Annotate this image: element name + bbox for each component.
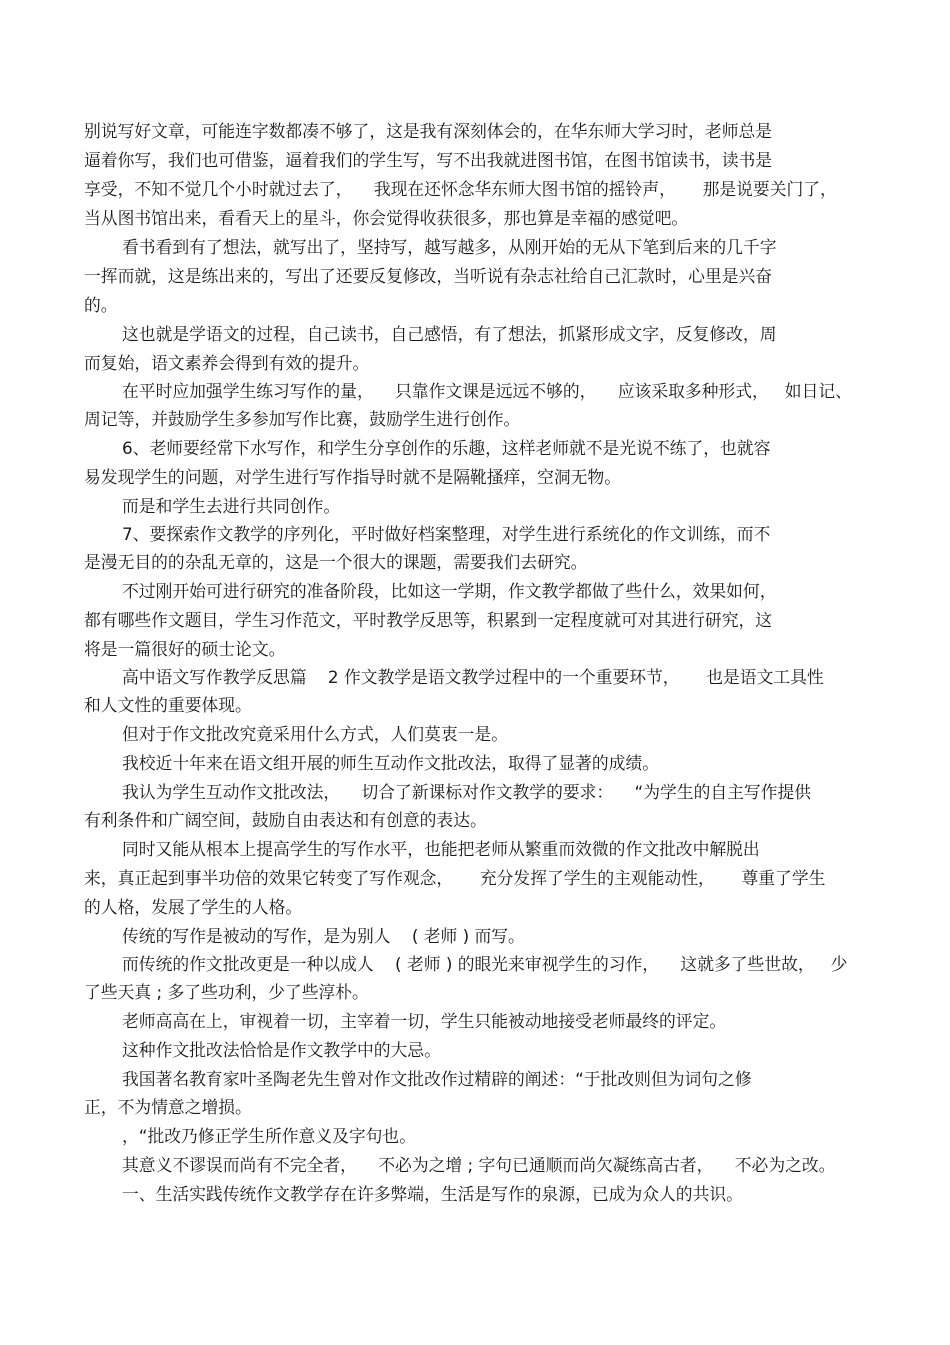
text-line: 和人文性的重要体现。 (84, 695, 252, 715)
text-line: 我认为学生互动作文批改法， 切合了新课标对作文教学的要求： “为学生的自主写作提供 (122, 782, 812, 802)
text-line: 我校近十年来在语文组开展的师生互动作文批改法，取得了显著的成绩。 (122, 753, 660, 773)
text-line: 易发现学生的问题，对学生进行写作指导时就不是隔靴搔痒，空洞无物。 (84, 467, 622, 487)
text-line: 享受，不知不觉几个小时就过去了， 我现在还怀念华东师大图书馆的摇铃声， 那是说要关门了， (84, 179, 837, 199)
text-line: 我国著名教育家叶圣陶老先生曾对作文批改作过精辟的阐述：“于批改则但为词句之修 (122, 1069, 752, 1089)
text-line: 而复始，语文素养会得到有效的提升。 (84, 353, 370, 373)
text-line: 但对于作文批改究竟采用什么方式，人们莫衷一是。 (122, 724, 508, 744)
text-line: 同时又能从根本上提高学生的写作水平，也能把老师从繁重而效微的作文批改中解脱出 (122, 839, 760, 859)
text-line: 传统的写作是被动的写作，是为别人 ( 老师 ) 而写。 (122, 926, 525, 946)
text-line: 都有哪些作文题目，学生习作范文，平时教学反思等，积累到一定程度就可对其进行研究，这 (84, 610, 773, 630)
text-line: 逼着你写，我们也可借鉴，逼着我们的学生写，写不出我就进图书馆，在图书馆读书，读书是 (84, 150, 773, 170)
text-line: 高中语文写作教学反思篇 2 作文教学是语文教学过程中的一个重要环节， 也是语文工具性 (122, 667, 824, 687)
text-line: 这种作文批改法恰恰是作文教学中的大忌。 (122, 1040, 441, 1060)
text-line: 一、生活实践传统作文教学存在许多弊端，生活是写作的泉源，已成为众人的共识。 (122, 1184, 743, 1204)
text-line: 这也就是学语文的过程，自己读书，自己感悟，有了想法，抓紧形成文字，反复修改，周 (122, 324, 777, 344)
text-line: 别说写好文章，可能连字数都凑不够了，这是我有深刻体会的，在华东师大学习时，老师总是 (84, 121, 773, 141)
text-line: 而是和学生去进行共同创作。 (122, 496, 341, 516)
text-line: 的人格，发展了学生的人格。 (84, 897, 303, 917)
text-line: 看书看到有了想法，就写出了，坚持写，越写越多，从刚开始的无从下笔到后来的几千字 (122, 237, 777, 257)
text-line: 是漫无目的的杂乱无章的，这是一个很大的课题，需要我们去研究。 (84, 552, 588, 572)
text-line: 其意义不谬误而尚有不完全者， 不必为之增 ; 字句已通顺而尚欠凝练高古者， 不必为之改。 (122, 1155, 836, 1175)
text-line: 当从图书馆出来，看看天上的星斗，你会觉得收获很多，那也算是幸福的感觉吧。 (84, 208, 689, 228)
text-line: 有利条件和广阔空间，鼓励自由表达和有创意的表达。 (84, 810, 487, 830)
text-line: 的。 (84, 295, 118, 315)
text-line: 一挥而就，这是练出来的，写出了还要反复修改，当听说有杂志社给自己汇款时，心里是兴奋 (84, 266, 773, 286)
text-line: 不过刚开始可进行研究的准备阶段，比如这一学期，作文教学都做了些什么，效果如何， (122, 581, 777, 601)
text-line: 在平时应加强学生练习写作的量， 只靠作文课是远远不够的， 应该采取多种形式， 如日记、 (122, 381, 852, 401)
text-line: 7、要探索作文教学的序列化，平时做好档案整理，对学生进行系统化的作文训练，而不 (122, 524, 771, 544)
text-line: 周记等，并鼓励学生多参加写作比赛，鼓励学生进行创作。 (84, 409, 521, 429)
text-line: 而传统的作文批改更是一种以成人 ( 老师 ) 的眼光来审视学生的习作， 这就多了些世故， 少 (122, 954, 848, 974)
text-line: 来，真正起到事半功倍的效果它转变了写作观念， 充分发挥了学生的主观能动性， 尊重了学生 (84, 868, 826, 888)
text-line: 6、老师要经常下水写作，和学生分享创作的乐趣，这样老师就不是光说不练了，也就容 (122, 438, 771, 458)
text-line: ，“批改乃修正学生所作意义及字句也。 (122, 1126, 416, 1146)
text-line: 老师高高在上，审视着一切，主宰着一切，学生只能被动地接受老师最终的评定。 (122, 1011, 727, 1031)
text-line: 将是一篇很好的硕士论文。 (84, 639, 286, 659)
text-line: 了些天真 ; 多了些功利，少了些淳朴。 (84, 982, 369, 1002)
text-line: 正，不为情意之增损。 (84, 1097, 252, 1117)
